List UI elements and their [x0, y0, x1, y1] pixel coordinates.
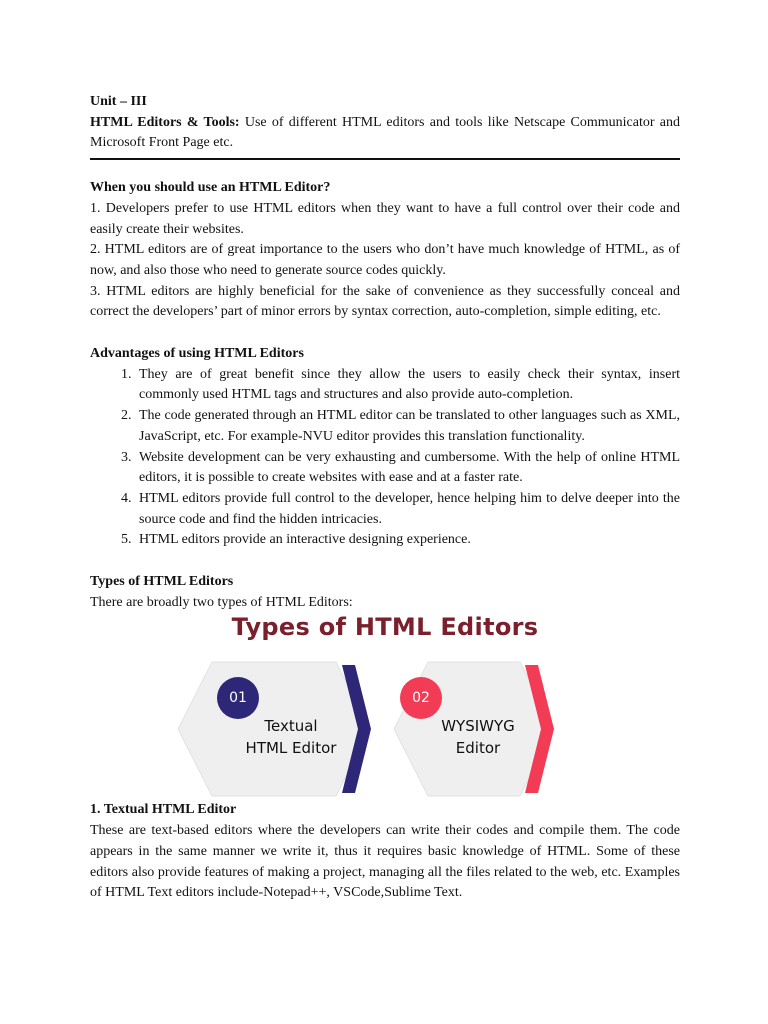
unit-title: Unit – III — [90, 94, 147, 109]
card-wysiwyg-line2: Editor — [455, 739, 501, 758]
textual-paragraph: These are text-based editors where the developers can write their codes and compile them. The code appears in the same manner we write it, thus it requires basic knowledge of HTML. Some of these editors also provide features of making a project, managing all the files related to the web, etc. Examples of HTML Text editors include-Notepad++, VSCode,Sublime Text. — [90, 823, 680, 901]
list-item: 2. The code generated through an HTML editor can be translated to other languages such as XML, JavaScript, etc. For example-NVU editor provides this translation functionality. — [135, 406, 680, 447]
list-item: 5. HTML editors provide an interactive designing experience. — [135, 530, 680, 551]
figure-title: Types of HTML Editors — [231, 613, 539, 642]
list-item: 4. HTML editors provide full control to the developer, hence helping him to delve deeper into the source code and find the hidden intricacies. — [135, 489, 680, 530]
types-intro: There are broadly two types of HTML Editors: — [90, 594, 353, 610]
when-point-1: 1. Developers prefer to use HTML editors when they want to have a full control over their code and easily create their websites. — [90, 200, 680, 237]
card-textual-line2: HTML Editor — [245, 739, 337, 758]
advantages-list — [90, 365, 680, 551]
card-wysiwyg-label — [420, 715, 536, 759]
intro-paragraph — [90, 113, 680, 154]
when-point-3: 3. HTML editors are highly beneficial for the sake of convenience as they successfully conceal and correct the developers’ part of minor errors by syntax correction, auto-completion, simple editing, etc. — [90, 283, 680, 320]
types-figure-graphic — [90, 615, 680, 800]
card-wysiwyg-line1: WYSIWYG — [441, 717, 515, 736]
card-textual-label — [230, 715, 352, 759]
document-page — [90, 92, 680, 904]
types-heading: Types of HTML Editors — [90, 574, 234, 590]
advantages-heading: Advantages of using HTML Editors — [90, 346, 304, 362]
types-figure — [90, 615, 680, 800]
list-item: 3. Website development can be very exhausting and cumbersome. With the help of online HTML editors, it is possible to create websites with ease and at a faster rate. — [135, 448, 680, 489]
textual-heading: 1. Textual HTML Editor — [90, 802, 237, 818]
intro-text: Use of different HTML editors and tools like Netscape Communicator and Microsoft Front Page etc. — [90, 114, 681, 151]
badge-02-number: 02 — [412, 690, 430, 707]
list-item: 1. They are of great benefit since they allow the users to easily check their syntax, insert commonly used HTML tags and structures and also provide auto-completion. — [135, 365, 680, 406]
badge-01-number: 01 — [229, 690, 247, 707]
intro-bold-label: HTML Editors & Tools: — [90, 114, 240, 130]
card-textual-line1: Textual — [264, 717, 318, 736]
when-heading: When you should use an HTML Editor? — [90, 180, 331, 196]
when-point-2: 2. HTML editors are of great importance to the users who don’t have much knowledge of HTML, as of now, and also those who need to generate source codes quickly. — [90, 242, 680, 278]
